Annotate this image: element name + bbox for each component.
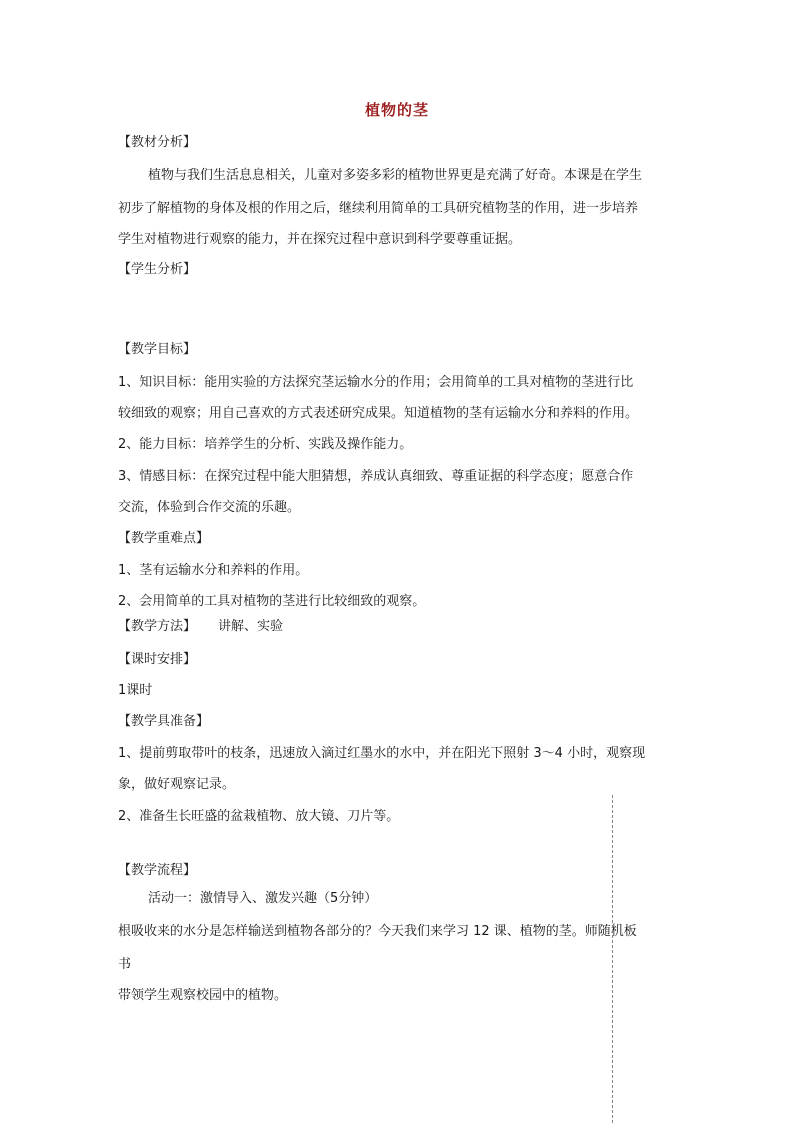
heading-teaching-goals: 【教学目标】	[118, 342, 197, 357]
margin-dashed-line	[612, 795, 613, 1123]
paragraph-line: 1、茎有运输水分和养料的作用。	[118, 563, 309, 578]
paragraph-line: 带领学生观察校园中的植物。	[118, 988, 288, 1003]
activity-title: 活动一：激情导入、激发兴趣（5分钟）	[148, 891, 378, 906]
paragraph-line: 初步了解植物的身体及根的作用之后，继续利用简单的工具研究植物茎的作用，进一步培养	[118, 201, 639, 216]
teaching-method-value: 讲解、实验	[218, 619, 284, 634]
paragraph-line: 2、会用简单的工具对植物的茎进行比较细致的观察。	[118, 594, 426, 609]
paragraph-line: 较细致的观察；用自己喜欢的方式表述研究成果。知道植物的茎有运输水分和养料的作用。	[118, 406, 639, 421]
heading-textbook-analysis: 【教材分析】	[118, 135, 197, 150]
page-title: 植物的茎	[364, 101, 429, 119]
paragraph-line: 植物与我们生活息息相关，儿童对多姿多彩的植物世界更是充满了好奇。本课是在学生	[148, 168, 643, 183]
paragraph-line: 2、能力目标：培养学生的分析、实践及操作能力。	[118, 437, 413, 452]
heading-teaching-method: 【教学方法】	[118, 619, 197, 634]
paragraph-line: 交流，体验到合作交流的乐趣。	[118, 500, 301, 515]
schedule-value: 1课时	[118, 683, 153, 698]
heading-materials: 【教学具准备】	[118, 714, 210, 729]
paragraph-line: 1、知识目标：能用实验的方法探究茎运输水分的作用；会用简单的工具对植物的茎进行比	[118, 375, 634, 390]
heading-key-points: 【教学重难点】	[118, 531, 210, 546]
paragraph-line: 2、准备生长旺盛的盆栽植物、放大镜、刀片等。	[118, 809, 400, 824]
heading-teaching-flow: 【教学流程】	[118, 863, 197, 878]
paragraph-line: 学生对植物进行观察的能力，并在探究过程中意识到科学要尊重证据。	[118, 232, 522, 247]
paragraph-line: 象，做好观察记录。	[118, 777, 236, 792]
heading-student-analysis: 【学生分析】	[118, 262, 197, 277]
paragraph-line: 3、情感目标：在探究过程中能大胆猜想，养成认真细致、尊重证据的科学态度；愿意合作	[118, 469, 634, 484]
paragraph-line: 根吸收来的水分是怎样输送到植物各部分的？今天我们来学习 12 课、植物的茎。师随机板	[118, 924, 637, 939]
paragraph-line: 书	[118, 957, 132, 972]
heading-schedule: 【课时安排】	[118, 652, 197, 667]
paragraph-line: 1、提前剪取带叶的枝条，迅速放入滴过红墨水的水中，并在阳光下照射 3～4 小时，观察现	[118, 746, 646, 761]
